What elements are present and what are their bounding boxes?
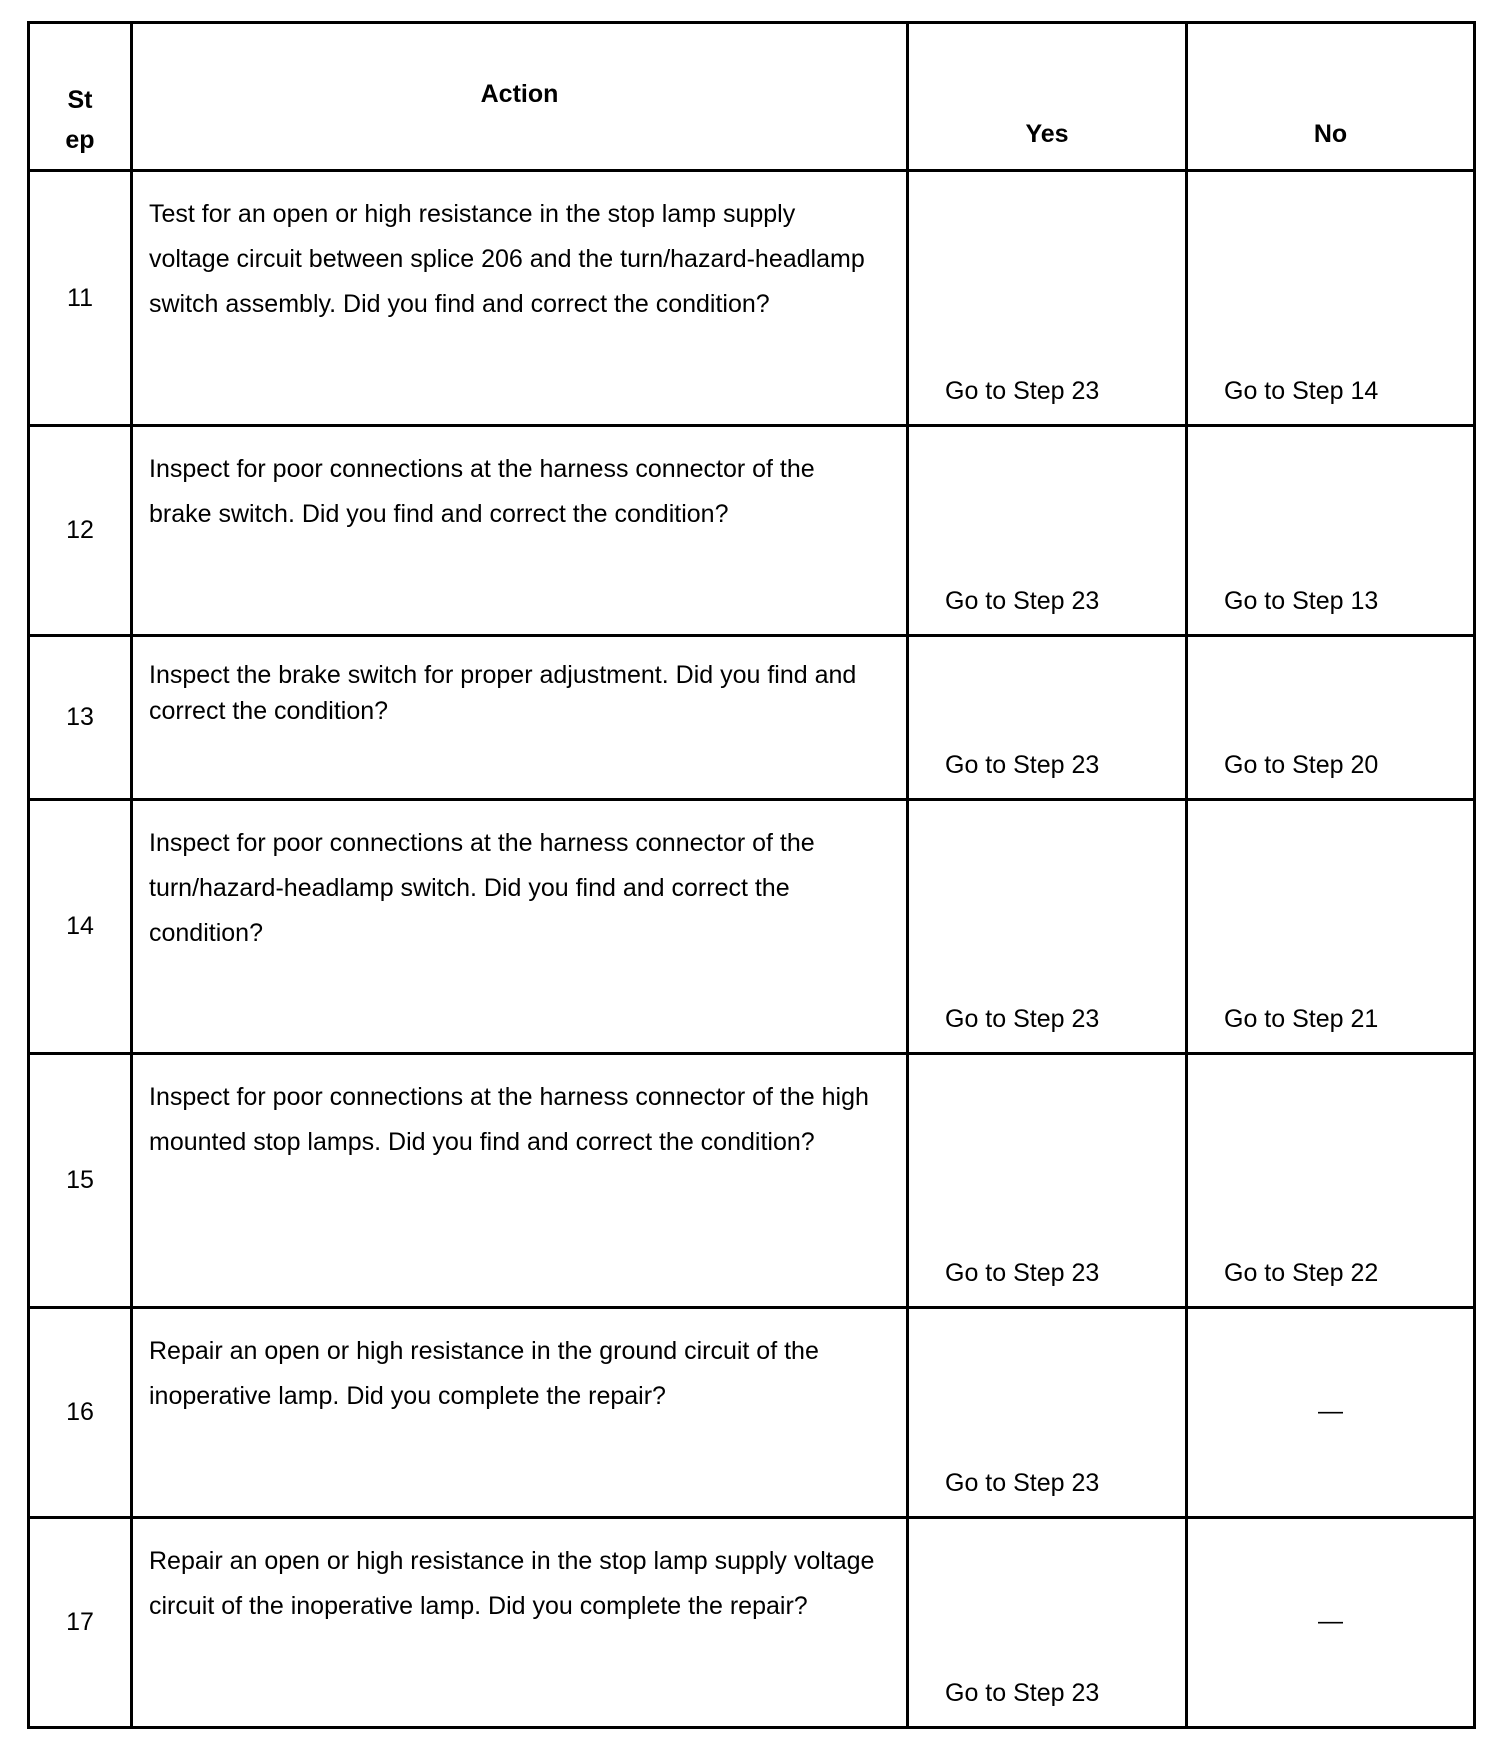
no-cell	[1187, 800, 1475, 1054]
no-cell	[1187, 1054, 1475, 1308]
action-cell	[132, 1308, 908, 1518]
no-goto: Go to Step 21	[1224, 1005, 1379, 1033]
no-cell	[1187, 1518, 1475, 1728]
yes-goto: Go to Step 23	[945, 1469, 1100, 1497]
action-text: Inspect for poor connections at the harness connector of the high mounted stop lamps. Did you find and correct the condition?	[149, 1083, 869, 1156]
yes-cell	[908, 171, 1187, 426]
no-cell	[1187, 171, 1475, 426]
action-cell	[132, 1518, 908, 1728]
yes-goto: Go to Step 23	[945, 751, 1100, 779]
diagnostic-table-container	[27, 21, 1473, 1729]
yes-cell	[908, 1518, 1187, 1728]
table-row	[29, 1518, 1475, 1728]
step-number: 13	[29, 636, 132, 800]
yes-goto: Go to Step 23	[945, 587, 1100, 615]
table-row	[29, 1054, 1475, 1308]
no-cell	[1187, 426, 1475, 636]
table-row	[29, 1308, 1475, 1518]
header-row	[29, 23, 1475, 171]
step-number: 16	[29, 1308, 132, 1518]
no-cell	[1187, 636, 1475, 800]
no-goto: Go to Step 20	[1224, 751, 1379, 779]
yes-cell	[908, 1308, 1187, 1518]
header-no-label: No	[1313, 120, 1348, 148]
yes-goto: Go to Step 23	[945, 1259, 1100, 1287]
no-dash: —	[1318, 1396, 1343, 1425]
no-cell	[1187, 1308, 1475, 1518]
action-cell	[132, 636, 908, 800]
yes-goto: Go to Step 23	[945, 1005, 1100, 1033]
header-step-line1: St	[67, 86, 93, 114]
header-step-line2: ep	[65, 126, 95, 154]
header-step	[29, 23, 132, 171]
table-row	[29, 636, 1475, 800]
header-action	[132, 23, 908, 171]
step-number: 15	[29, 1054, 132, 1308]
diagnostic-table	[27, 21, 1476, 1729]
yes-cell	[908, 1054, 1187, 1308]
no-goto: Go to Step 14	[1224, 377, 1379, 405]
action-cell	[132, 800, 908, 1054]
action-text: Repair an open or high resistance in the stop lamp supply voltage circuit of the inoperative lamp. Did you complete the repair?	[149, 1547, 875, 1620]
yes-cell	[908, 800, 1187, 1054]
header-action-label: Action	[480, 80, 559, 108]
yes-cell	[908, 426, 1187, 636]
action-text: Repair an open or high resistance in the ground circuit of the inoperative lamp. Did you complete the repair?	[149, 1337, 819, 1410]
header-no	[1187, 23, 1475, 171]
no-goto: Go to Step 22	[1224, 1259, 1379, 1287]
action-cell	[132, 426, 908, 636]
table-row	[29, 800, 1475, 1054]
no-dash: —	[1318, 1606, 1343, 1635]
step-number: 11	[29, 171, 132, 426]
action-cell	[132, 171, 908, 426]
yes-goto: Go to Step 23	[945, 1679, 1100, 1707]
table-row	[29, 171, 1475, 426]
step-number: 12	[29, 426, 132, 636]
step-number: 14	[29, 800, 132, 1054]
header-yes-label: Yes	[1025, 120, 1069, 148]
header-yes	[908, 23, 1187, 171]
action-cell	[132, 1054, 908, 1308]
action-text: Test for an open or high resistance in the stop lamp supply voltage circuit between splice 206 and the turn/hazard-headlamp switch assembly. Did you find and correct the condition?	[149, 200, 865, 318]
yes-goto: Go to Step 23	[945, 377, 1100, 405]
action-text: Inspect the brake switch for proper adjustment. Did you find and correct the condition?	[149, 661, 857, 725]
action-text: Inspect for poor connections at the harness connector of the brake switch. Did you find and correct the condition?	[149, 455, 815, 528]
table-row	[29, 426, 1475, 636]
yes-cell	[908, 636, 1187, 800]
action-text: Inspect for poor connections at the harness connector of the turn/hazard-headlamp switch. Did you find and correct the condition?	[149, 829, 815, 947]
step-number: 17	[29, 1518, 132, 1728]
no-goto: Go to Step 13	[1224, 587, 1379, 615]
